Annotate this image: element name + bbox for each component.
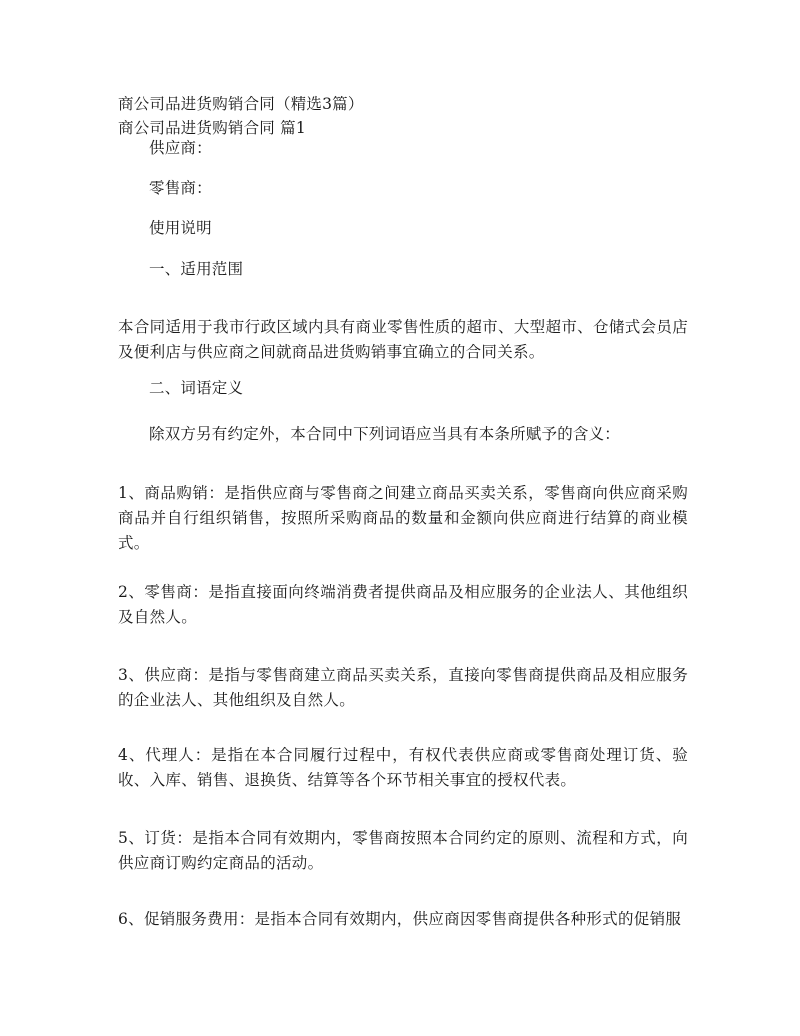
definition-item: 2、零售商：是指直接面向终端消费者提供商品及相应服务的企业法人、其他组织及自然人。 [118,583,688,626]
definition-item: 5、订货：是指本合同有效期内，零售商按照本合同约定的原则、流程和方式，向供应商订购约定商品的活动。 [118,829,688,872]
section2-intro: 除双方另有约定外，本合同中下列词语应当具有本条所赋予的含义： [149,425,621,443]
definition-item: 6、促销服务费用：是指本合同有效期内，供应商因零售商提供各种形式的促销服 [118,910,682,928]
supplier-label: 供应商： [149,139,212,157]
document-title: 商公司品进货购销合同（精选3篇） [118,95,364,113]
section2-heading: 二、词语定义 [149,379,244,397]
document-subtitle: 商公司品进货购销合同 篇1 [118,119,306,137]
retailer-label: 零售商： [149,179,212,197]
definition-item: 1、商品购销：是指供应商与零售商之间建立商品买卖关系，零售商向供应商采购商品并自行组织销售，按照所采购商品的数量和金额向供应商进行结算的商业模式。 [118,484,688,552]
section1-body: 本合同适用于我市行政区域内具有商业零售性质的超市、大型超市、仓储式会员店及便利店与供应商之间就商品进货购销事宜确立的合同关系。 [118,318,688,361]
definition-item: 4、代理人：是指在本合同履行过程中，有权代表供应商或零售商处理订货、验收、入库、销售、退换货、结算等各个环节相关事宜的授权代表。 [118,746,688,789]
definition-item: 3、供应商：是指与零售商建立商品买卖关系，直接向零售商提供商品及相应服务的企业法人、其他组织及自然人。 [118,666,688,709]
section1-heading: 一、适用范围 [149,260,244,278]
usage-heading: 使用说明 [149,219,212,237]
